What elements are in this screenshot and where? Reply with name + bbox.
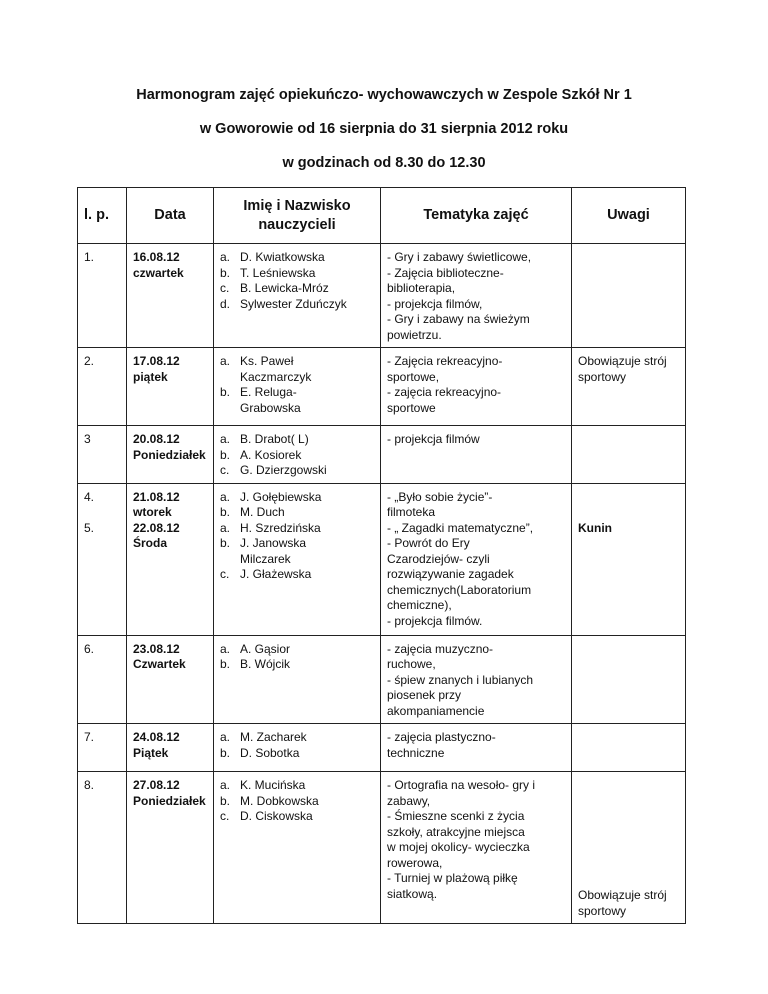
teacher-item: b. D. Sobotka <box>220 745 300 760</box>
table-row <box>78 635 686 724</box>
row-note <box>572 244 686 348</box>
teacher-item: b. M. Duch <box>220 505 285 519</box>
row-note <box>572 348 686 426</box>
teacher-item: b. E. Reluga- Grabowska <box>220 385 301 415</box>
day-value: piątek <box>133 369 168 384</box>
row-lp: 8. <box>78 772 127 924</box>
teacher-item: a. Ks. Paweł Kaczmarczyk <box>220 354 312 384</box>
col-header-teachers <box>214 188 381 244</box>
day-value: wtorek <box>133 505 172 519</box>
note-text: sportowy <box>578 369 627 384</box>
day-value: Środa <box>133 536 168 550</box>
col-header-date: Data <box>127 188 214 244</box>
col-header-teachers-line2: nauczycieli <box>258 216 336 233</box>
row-lp: 7. <box>78 724 127 772</box>
day-value: Poniedziałek <box>133 793 206 808</box>
teacher-item: c. B. Lewicka-Mróz <box>220 281 329 295</box>
teacher-item: a. K. Mucińska <box>220 778 306 792</box>
row-date <box>127 348 214 426</box>
note-text: Kunin <box>578 520 612 535</box>
col-header-teachers-line1: Imię i Nazwisko <box>243 197 351 214</box>
date-value: 23.08.12 <box>133 641 180 656</box>
col-header-lp: l. p. <box>78 188 127 244</box>
table-row <box>78 724 686 772</box>
col-header-topic: Tematyka zajęć <box>381 188 572 244</box>
row-lp: 4. 5. <box>78 483 127 635</box>
row-topic: - Gry i zabawy świetlicowe, - Zajęcia biblioteczne- biblioterapia, - projekcja filmów, - Gry i zabawy na świeżym powietrzu. <box>381 244 572 348</box>
table-row <box>78 772 686 924</box>
date-value: 24.08.12 <box>133 730 180 744</box>
row-date <box>127 483 214 635</box>
teacher-item: c. G. Dzierzgowski <box>220 463 327 477</box>
row-lp: 3 <box>78 426 127 484</box>
row-teachers <box>214 348 381 426</box>
date-value: 20.08.12 <box>133 432 180 446</box>
row-note <box>572 772 686 924</box>
row-date <box>127 772 214 924</box>
row-topic: - projekcja filmów <box>381 426 572 484</box>
day-value: czwartek <box>133 265 184 280</box>
row-topic: - Zajęcia rekreacyjno- sportowe, - zajęcia rekreacyjno- sportowe <box>381 348 572 426</box>
row-lp: 6. <box>78 635 127 724</box>
row-teachers <box>214 426 381 484</box>
row-date <box>127 635 214 724</box>
table-row <box>78 426 686 484</box>
row-topic: - zajęcia plastyczno- techniczne <box>381 724 572 772</box>
title-line-2: w Goworowie od 16 sierpnia do 31 sierpnia 2012 roku <box>199 121 569 137</box>
teacher-item: d. Sylwester Zduńczyk <box>220 296 347 311</box>
day-value: Poniedziałek <box>133 447 206 462</box>
title-line-3: w godzinach od 8.30 do 12.30 <box>282 155 486 171</box>
teacher-item: a. H. Szredzińska <box>220 520 321 535</box>
day-value: Czwartek <box>133 657 186 671</box>
title-line-1: Harmonogram zajęć opiekuńczo- wychowawczych w Zespole Szkół Nr 1 <box>136 87 632 103</box>
teacher-item: a. M. Zacharek <box>220 730 307 744</box>
row-date <box>127 724 214 772</box>
teacher-item: b. A. Kosiorek <box>220 447 302 462</box>
row-lp: 2. <box>78 348 127 426</box>
row-teachers <box>214 244 381 348</box>
row-note <box>572 635 686 724</box>
teacher-item: a. J. Gołębiewska <box>220 489 322 504</box>
table-row <box>78 483 686 635</box>
date-value: 17.08.12 <box>133 354 180 368</box>
col-header-notes: Uwagi <box>572 188 686 244</box>
teacher-item: b. T. Leśniewska <box>220 265 316 280</box>
row-topic: - „Było sobie życie”- filmoteka - „ Zagadki matematyczne”, - Powrót do Ery Czarodziejów- czyli rozwiązywanie zagadek chemicznych(Laboratorium chemiczne), - projekcja filmów. <box>381 483 572 635</box>
row-note <box>572 483 686 635</box>
table-row <box>78 244 686 348</box>
date-value: 21.08.12 <box>133 489 180 504</box>
teacher-item: a. A. Gąsior <box>220 641 291 656</box>
teacher-item: b. J. Janowska Milczarek <box>220 536 307 566</box>
row-note <box>572 724 686 772</box>
row-date <box>127 244 214 348</box>
day-value: Piątek <box>133 745 169 760</box>
row-teachers <box>214 772 381 924</box>
row-topic: - Ortografia na wesoło- gry i zabawy, - Śmieszne scenki z życia szkoły, atrakcyjne miejsca w mojej okolicy- wycieczka rowerowa, - Turniej w plażową piłkę siatkową. <box>381 772 572 924</box>
row-teachers <box>214 724 381 772</box>
date-value: 16.08.12 <box>133 250 180 264</box>
note-text: Obowiązuje strój <box>578 354 667 368</box>
note-text: sportowy <box>578 903 627 918</box>
row-date <box>127 426 214 484</box>
date-value: 27.08.12 <box>133 778 180 792</box>
teacher-item: c. J. Głażewska <box>220 567 312 581</box>
note-text: Obowiązuje strój <box>578 888 667 902</box>
teacher-item: b. B. Wójcik <box>220 657 291 671</box>
schedule-table <box>77 187 686 924</box>
row-teachers <box>214 635 381 724</box>
row-lp: 1. <box>78 244 127 348</box>
teacher-item: c. D. Ciskowska <box>220 809 313 823</box>
table-row <box>78 348 686 426</box>
teacher-item: b. M. Dobkowska <box>220 793 319 808</box>
date-value: 22.08.12 <box>133 520 180 535</box>
row-topic: - zajęcia muzyczno- ruchowe, - śpiew znanych i lubianych piosenek przy akompaniamencie <box>381 635 572 724</box>
row-teachers <box>214 483 381 635</box>
row-note <box>572 426 686 484</box>
teacher-item: a. B. Drabot( L) <box>220 432 309 446</box>
teacher-item: a. D. Kwiatkowska <box>220 250 325 264</box>
table-header-row <box>78 188 686 244</box>
